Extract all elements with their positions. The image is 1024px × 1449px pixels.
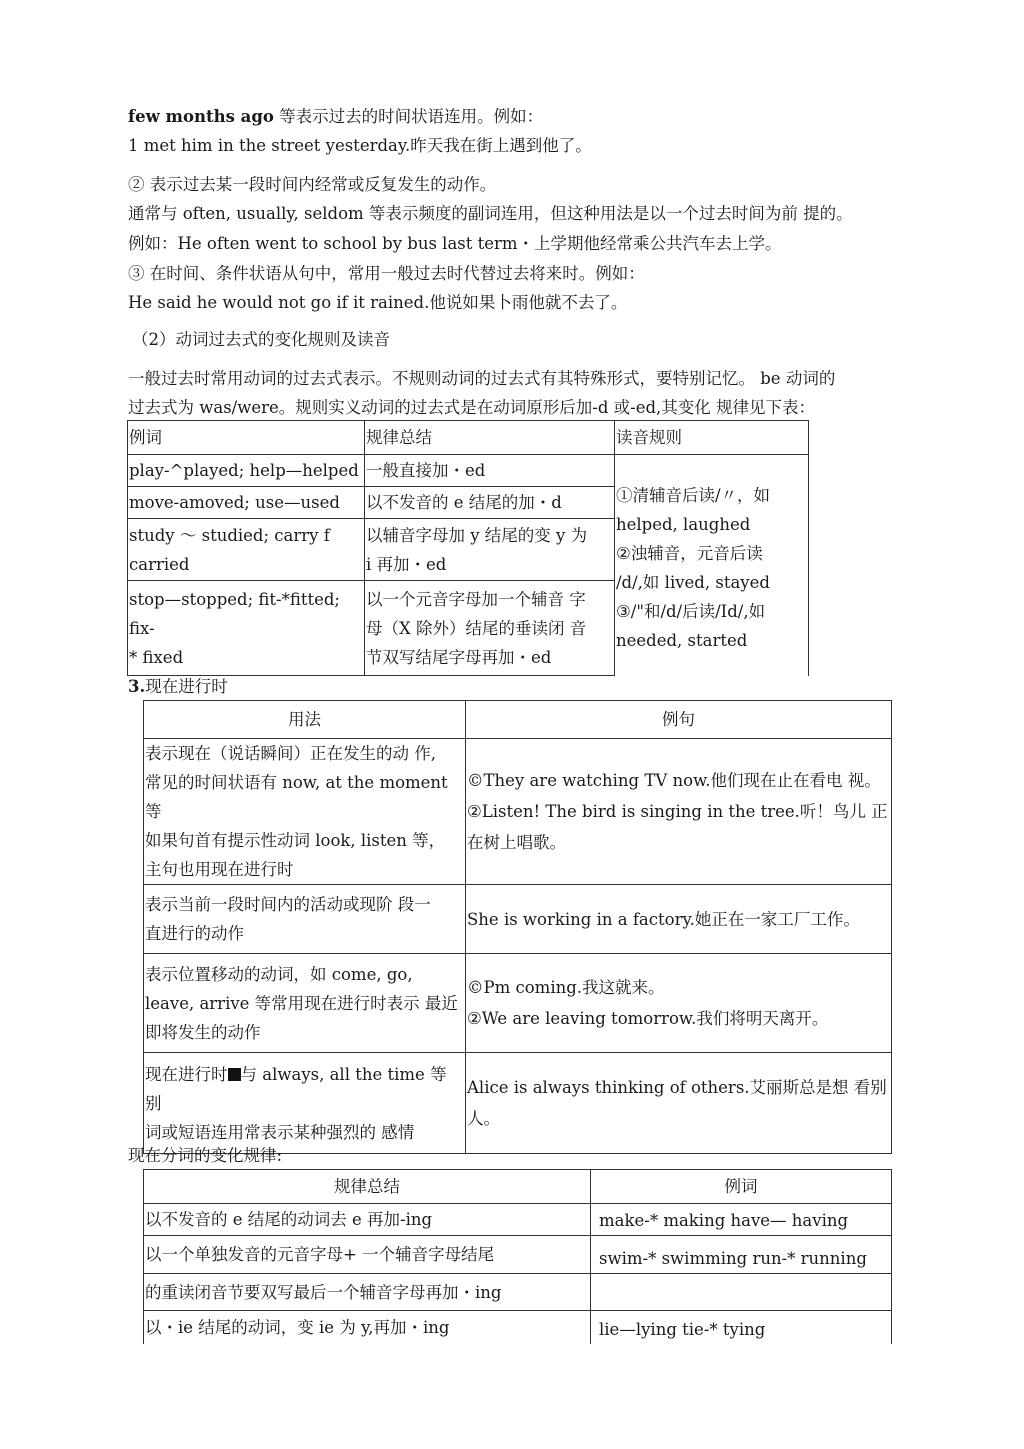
rule-cell: 的重读闭音节要双写最后一个辅音字母再加・ing — [144, 1274, 591, 1311]
header-pronunciation: 读音规则 — [615, 421, 809, 455]
example-cell: stop—stopped; fit-*fitted; fix- * fixed — [128, 581, 365, 676]
table-row — [144, 954, 892, 1053]
usage-cell: 表示位置移动的动词，如 come, go, leave, arrive 等常用现在进行时表示 最近 即将发生的动作 — [144, 954, 466, 1053]
header-example-words: 例词 — [128, 421, 365, 455]
example-sentence-cell: ©They are watching TV now.他们现在止在看电 视。 ②Listen! The bird is singing in the tree.听！鸟儿 正 在树上唱歌。 — [466, 739, 892, 885]
rule-cell: 以・ie 结尾的动词，变 ie 为 y,再加・ing — [144, 1311, 591, 1344]
table-header-row — [144, 701, 892, 739]
intro-line-2: 1 met him in the street yesterday.昨天我在街上遇到他了。 — [128, 136, 592, 155]
rule-cell: 一般直接加・ed — [365, 455, 615, 487]
intro-line-6: ③ 在时间、条件状语从句中，常用一般过去时代替过去将来时。例如： — [128, 264, 645, 283]
intro-line-7: He said he would not go if it rained.他说如果卜雨他就不去了。 — [128, 293, 628, 312]
past-tense-rules-table — [127, 420, 809, 676]
section-2-para-2: 过去式为 was/were。规则实义动词的过去式是在动词原形后加-d 或-ed,其变化 规律见下表： — [128, 398, 816, 417]
section-3-heading — [128, 676, 228, 698]
header-usage: 用法 — [144, 701, 466, 739]
example-cell: move-amoved; use—used — [128, 487, 365, 519]
usage-cell — [144, 1053, 466, 1154]
intro-line-1-rest: 等表示过去的时间状语连用。例如： — [279, 107, 544, 126]
intro-bold-phrase: few months ago — [128, 107, 274, 126]
table-row — [144, 1204, 892, 1236]
header-example-words: 例词 — [591, 1170, 892, 1204]
section-4-heading: 现在分词的变化规律: — [128, 1146, 283, 1165]
section-3-number: 3. — [128, 677, 146, 696]
rule-cell: 以一个元音字母加一个辅音 字 母（X 除外）结尾的垂读闭 音 节双写结尾字母再加・ed — [365, 581, 615, 676]
usage-cell: 表示现在（说话瞬间）正在发生的动 作, 常见的时间状语有 now, at the moment 等 如果句首有提示性动词 look, listen 等， 主句也用现在进行时 — [144, 739, 466, 885]
table-row — [128, 455, 809, 487]
present-continuous-table — [143, 700, 892, 1154]
section-2-para-1: 一般过去时常用动词的过去式表示。不规则动词的过去式有其特殊形式，要特别记忆。 be 动词的 — [128, 369, 836, 388]
intro-line-1 — [128, 106, 543, 128]
present-participle-table — [143, 1169, 892, 1344]
section-3-title: 现在进行时 — [145, 677, 228, 696]
rule-cell: 以不发音的 e 结尾的动词去 e 再加-ing — [144, 1204, 591, 1236]
redaction-block — [228, 1068, 241, 1081]
table-row — [144, 1274, 892, 1311]
header-rule-summary: 规律总结 — [365, 421, 615, 455]
example-cell: play-^played; help—helped — [128, 455, 365, 487]
example-sentence-cell: ©Pm coming.我这就来。 ②We are leaving tomorrow.我们将明天离开。 — [466, 954, 892, 1053]
table-row — [144, 1311, 892, 1344]
rule-cell: 以辅音字母加 y 结尾的变 y 为 i 再加・ed — [365, 519, 615, 581]
example-sentence-cell: Alice is always thinking of others.艾丽斯总是想 看别 人。 — [466, 1053, 892, 1154]
header-example-sentences: 例句 — [466, 701, 892, 739]
usage-text-before: 现在进行时 — [145, 1064, 228, 1084]
intro-line-4: 通常与 often, usually, seldom 等表示频度的副词连用，但这种用法是以一个过去时间为前 提的。 — [128, 204, 853, 223]
section-2-heading: （2）动词过去式的变化规则及读音 — [132, 330, 390, 349]
table-row — [144, 739, 892, 885]
example-cell: make-* making have— having — [591, 1204, 892, 1236]
example-cell: swim-* swimming run-* running — [591, 1236, 892, 1274]
example-cell: lie—lying tie-* tying — [591, 1311, 892, 1344]
rule-cell: 以不发音的 e 结尾的加・d — [365, 487, 615, 519]
header-rule-summary: 规律总结 — [144, 1170, 591, 1204]
table-header-row — [144, 1170, 892, 1204]
usage-text-after: 与 always, all the time 等 别 词或短语连用常表示某种强烈的 感情 — [145, 1064, 447, 1142]
rule-cell: 以一个单独发音的元音字母+ 一个辅音字母结尾 — [144, 1236, 591, 1274]
example-sentence-cell: She is working in a factory.她正在一家工厂工作。 — [466, 885, 892, 954]
table-row — [144, 885, 892, 954]
example-cell — [591, 1274, 892, 1311]
usage-cell: 表示当前一段时间内的活动或现阶 段一 直进行的动作 — [144, 885, 466, 954]
table-row — [144, 1236, 892, 1274]
table-header-row — [128, 421, 809, 455]
pronunciation-cell: ①清辅音后读/〃，如 helped, laughed ②浊辅音，元音后读 /d/,如 lived, stayed ③/"和/d/后读/Id/,如 needed, started — [615, 455, 809, 676]
intro-line-5: 例如：He often went to school by bus last term・上学期他经常乘公共汽车去上学。 — [128, 234, 782, 253]
table-row — [144, 1053, 892, 1154]
intro-line-3: ② 表示过去某一段时间内经常或反复发生的动作。 — [128, 175, 497, 194]
example-cell: study ～ studied; carry f carried — [128, 519, 365, 581]
